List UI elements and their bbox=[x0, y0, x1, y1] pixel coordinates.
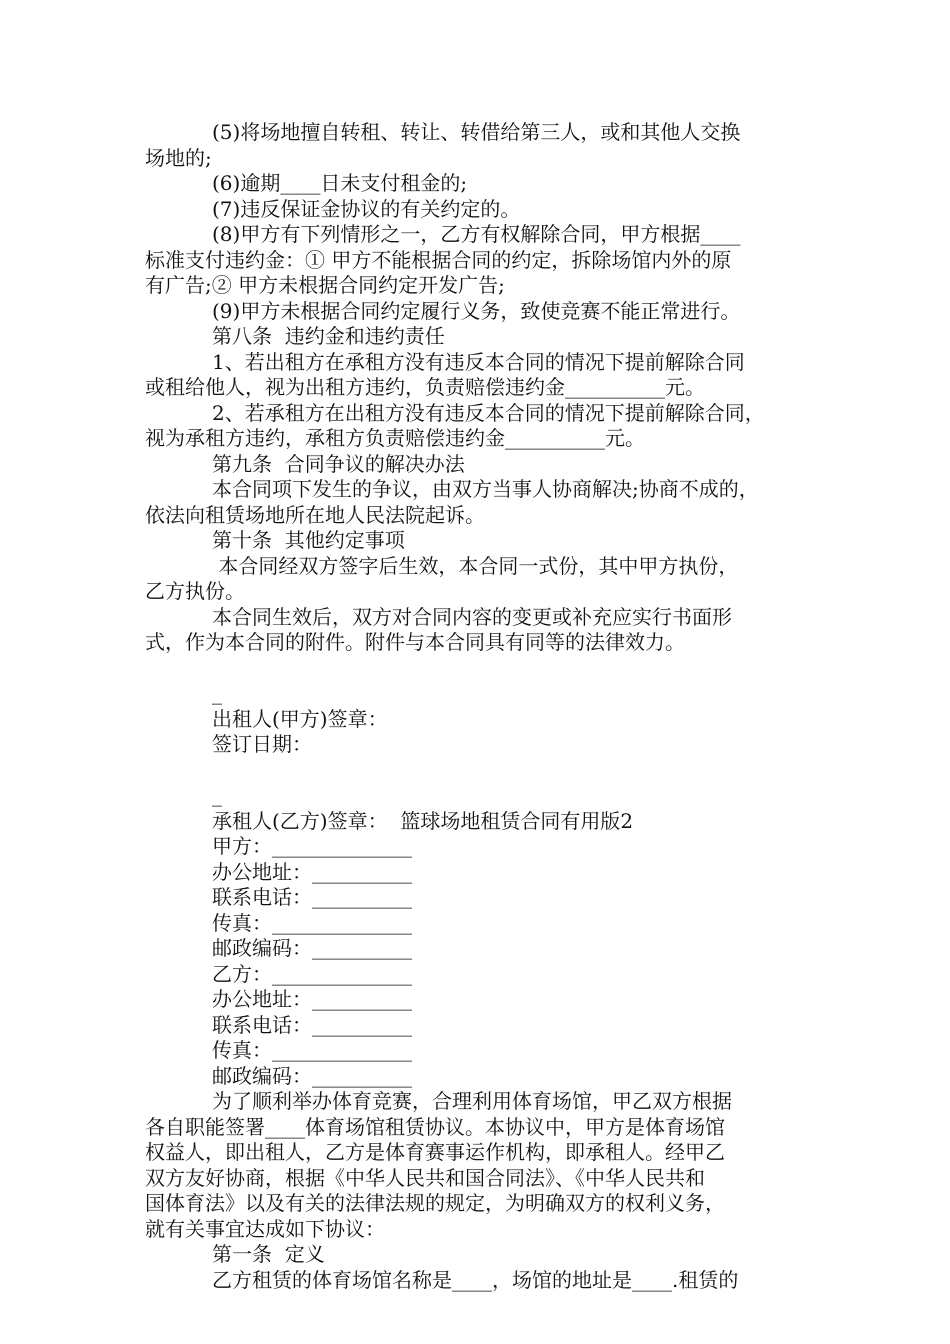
text-line: 邮政编码：__________ bbox=[212, 936, 412, 960]
text-line: 有广告;② 甲方未根据合同约定开发广告; bbox=[145, 273, 505, 297]
text-line: 联系电话：__________ bbox=[212, 885, 412, 909]
text-line: (6)逾期____日未支付租金的; bbox=[212, 171, 468, 195]
text-line: (7)违反保证金协议的有关约定的。 bbox=[212, 196, 521, 221]
text-line: 第九条 合同争议的解决办法 bbox=[212, 451, 465, 476]
contract-text-body bbox=[145, 120, 815, 1293]
text-line: 出租人(甲方)签章： bbox=[212, 706, 388, 731]
text-line: 传真：______________ bbox=[212, 1038, 412, 1062]
blank-line bbox=[145, 758, 815, 784]
text-line: 第八条 违约金和违约责任 bbox=[212, 324, 445, 348]
text-line: 2、若承租方在出租方没有违反本合同的情况下提前解除合同， bbox=[212, 400, 765, 425]
text-line: 1、若出租方在承租方没有违反本合同的情况下提前解除合同 bbox=[212, 349, 745, 374]
text-line: 甲方：______________ bbox=[212, 834, 412, 858]
text-line: _ bbox=[212, 681, 222, 705]
text-line: 乙方执份。 bbox=[145, 579, 245, 603]
text-line: _ bbox=[212, 783, 222, 807]
text-line: 或租给他人，视为出租方违约，负责赔偿违约金__________元。 bbox=[145, 375, 705, 399]
text-line: 办公地址：__________ bbox=[212, 859, 412, 884]
text-line: 标准支付违约金：① 甲方不能根据合同的约定，拆除场馆内外的原 bbox=[145, 247, 732, 272]
text-line: 权益人，即出租人，乙方是体育赛事运作机构，即承租人。经甲乙 bbox=[145, 1140, 725, 1164]
text-line: 本合同经双方签字后生效，本合同一式份，其中甲方执份， bbox=[212, 553, 739, 578]
text-line: 视为承租方违约，承租方负责赔偿违约金__________元。 bbox=[145, 426, 645, 450]
text-line: 为了顺利举办体育竞赛，合理利用体育场馆，甲乙双方根据 bbox=[212, 1089, 732, 1113]
text-line: 第十条 其他约定事项 bbox=[212, 528, 405, 552]
text-line: (8)甲方有下列情形之一，乙方有权解除合同，甲方根据____ bbox=[212, 222, 741, 246]
text-line: 双方友好协商，根据《中华人民共和国合同法》、《中华人民共和 bbox=[145, 1165, 705, 1190]
text-line: 就有关事宜达成如下协议： bbox=[145, 1216, 385, 1241]
text-line: 办公地址：__________ bbox=[212, 987, 412, 1011]
text-line: 承租人(乙方)签章： 篮球场地租赁合同有用版2 bbox=[212, 808, 634, 833]
text-line: 传真：______________ bbox=[212, 910, 412, 935]
text-line: 依法向租赁场地所在地人民法院起诉。 bbox=[145, 502, 485, 527]
text-line: 式，作为本合同的附件。附件与本合同具有同等的法律效力。 bbox=[145, 630, 685, 654]
text-line: (9)甲方未根据合同约定履行义务，致使竞赛不能正常进行。 bbox=[212, 298, 741, 323]
text-line: 各自职能签署____体育场馆租赁协议。本协议中，甲方是体育场馆 bbox=[145, 1114, 725, 1139]
text-line: 第一条 定义 bbox=[212, 1242, 325, 1266]
text-line: (5)将场地擅自转租、转让、转借给第三人，或和其他人交换 bbox=[212, 120, 741, 144]
text-line: 邮政编码：__________ bbox=[212, 1063, 412, 1088]
blank-line bbox=[145, 656, 815, 682]
text-line: 乙方租赁的体育场馆名称是____，场馆的地址是____.租赁的 bbox=[212, 1267, 739, 1292]
text-line: 本合同项下发生的争议，由双方当事人协商解决;协商不成的， bbox=[212, 477, 759, 501]
text-line: 联系电话：__________ bbox=[212, 1012, 412, 1037]
text-line: 国体育法》以及有关的法律法规的规定，为明确双方的权利义务， bbox=[145, 1191, 725, 1215]
text-line: 场地的; bbox=[145, 145, 212, 170]
text-line: 本合同生效后，双方对合同内容的变更或补充应实行书面形 bbox=[212, 604, 732, 629]
text-line: 签订日期： bbox=[212, 732, 312, 756]
text-line: 乙方：______________ bbox=[212, 961, 412, 986]
